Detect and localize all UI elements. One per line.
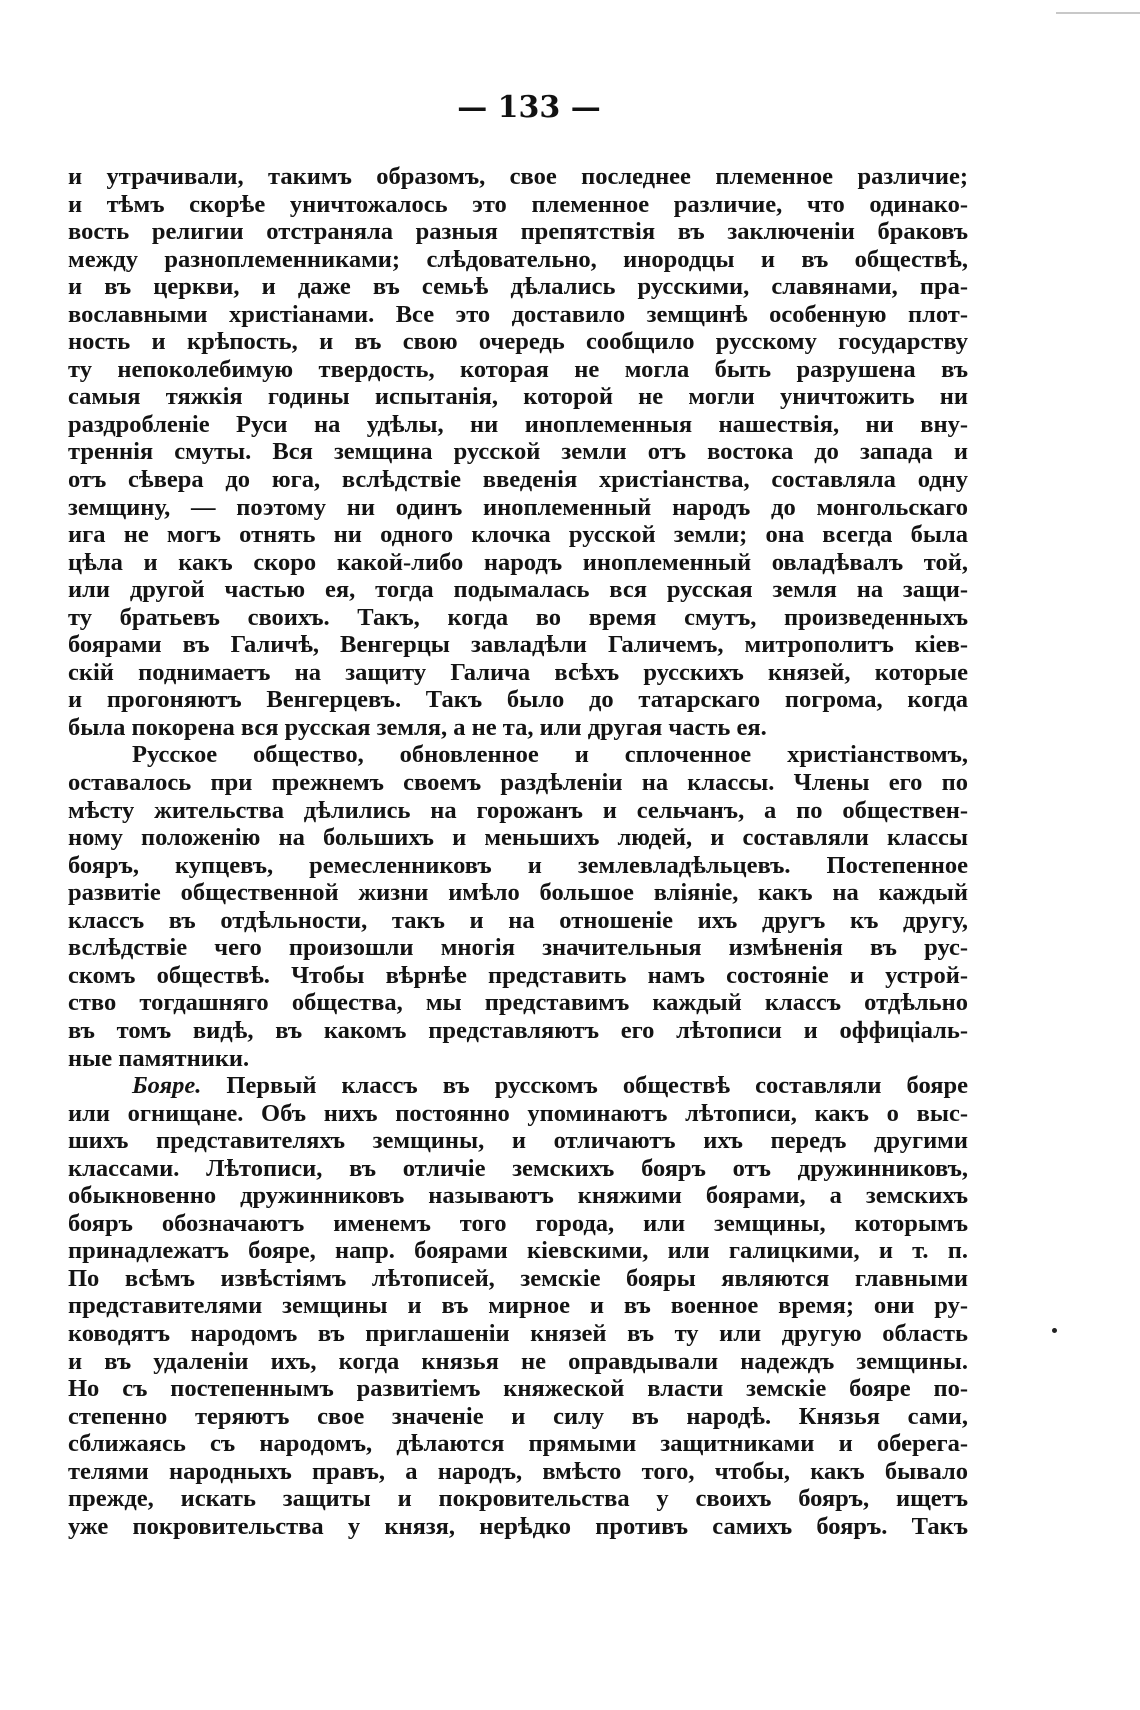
text-line: бояръ обозначаютъ именемъ того города, или земщины, которымъ [68,1209,968,1237]
text-line: ту братьевъ своихъ. Такъ, когда во время смутъ, произведенныхъ [68,603,968,631]
text-line: прежде, искать защиты и покровительства у своихъ бояръ, ищетъ [68,1485,968,1513]
text-line: мѣсту жительства дѣлились на горожанъ и сельчанъ, а по обществен- [68,796,968,824]
text-line: вость религии отстраняла разныя препятствія въ заключеніи браковъ [68,218,968,246]
text-line: между разноплеменниками; слѣдовательно, инородцы и въ обществѣ, [68,245,968,273]
body-text [68,163,968,1540]
text-line: была покорена вся русская земля, а не та, или другая часть ея. [68,713,767,741]
text-line: и прогоняютъ Венгерцевъ. Такъ было до татарскаго погрома, когда [68,686,968,714]
text-line: шихъ представителяхъ земщины, и отличаютъ ихъ передъ другими [68,1127,968,1155]
text-line: ные памятники. [68,1044,250,1072]
text-line: и въ церкви, и даже въ семьѣ дѣлались русскими, славянами, пра- [68,273,968,301]
text-line: Русское общество, обновленное и сплоченное христіанствомъ, [132,741,968,769]
text-line: классъ въ отдѣльности, такъ и на отношеніе ихъ другъ къ другу, [68,906,968,934]
text-line: земщину, — поэтому ни одинъ иноплеменный народъ до монгольскаго [68,493,968,521]
text-line: развитіе общественной жизни имѣло большое вліяніе, какъ на каждый [68,879,968,907]
text-line: ность и крѣпость, и въ свою очередь сообщило русскому государству [68,328,968,356]
paragraph-1 [68,163,968,741]
text-line: ство тогдашняго общества, мы представимъ каждый классъ отдѣльно [68,989,968,1017]
text-line: вославными христіанами. Все это доставило земщинѣ особенную плот- [68,300,968,328]
text-line: ту непоколебимую твердость, которая не могла быть разрушена въ [68,355,968,383]
text-line: обыкновенно дружинниковъ называютъ княжими боярами, а земскихъ [68,1182,968,1210]
text-line: и въ удаленіи ихъ, когда князья не оправдывали надеждъ земщины. [68,1347,968,1375]
page-number: — 133 — [457,90,601,125]
scan-edge-rule [1056,12,1140,14]
text-line: принадлежатъ бояре, напр. боярами кіевскими, или галицкими, и т. п. [68,1237,968,1265]
text-line: оставалось при прежнемъ своемъ раздѣленіи на классы. Члены его по [68,769,968,797]
text-line: раздробленіе Руси на удѣлы, ни иноплеменныя нашествія, ни вну- [68,410,968,438]
text-line: самыя тяжкія годины испытанія, которой не могли уничтожить ни [68,383,968,411]
text-line: Но съ постепеннымъ развитіемъ княжеской власти земскіе бояре по- [68,1375,968,1403]
text-line: въ томъ видѣ, въ какомъ представляютъ его лѣтописи и оффиціаль- [68,1016,968,1044]
text-line: сближаясь съ народомъ, дѣлаются прямыми защитниками и оберега- [68,1430,968,1458]
text-line: и тѣмъ скорѣе уничтожалось это племенное различие, что одинако- [68,190,968,218]
text-line: классами. Лѣтописи, въ отличіе земскихъ бояръ отъ дружинниковъ, [68,1154,968,1182]
paragraph-2 [68,741,968,1072]
text-line [68,1072,968,1100]
text-line-rest: Первый классъ въ русскомъ обществѣ составляли бояре [201,1072,968,1100]
scan-speck [1052,1328,1057,1333]
text-line: ига не могъ отнять ни одного клочка русской земли; она всегда была [68,521,968,549]
text-line: ководятъ народомъ въ приглашеніи князей въ ту или другую область [68,1319,968,1347]
paragraph-3 [68,1072,968,1540]
text-line: или огнищане. Объ нихъ постоянно упоминаютъ лѣтописи, какъ о выс- [68,1099,968,1127]
text-line: По всѣмъ извѣстіямъ лѣтописей, земскіе бояры являются главными [68,1264,968,1292]
text-line: боярами въ Галичѣ, Венгерцы завладѣли Галичемъ, митрополитъ кіев- [68,631,968,659]
text-line: или другой частью ея, тогда подымалась вся русская земля на защи- [68,576,968,604]
text-line: скій поднимаетъ на защиту Галича всѣхъ русскихъ князей, которые [68,658,968,686]
text-line: представителями земщины и въ мирное и въ военное время; они ру- [68,1292,968,1320]
text-line: цѣла и какъ скоро какой-либо народъ иноплеменный овладѣвалъ той, [68,548,968,576]
text-line: треннія смуты. Вся земщина русской земли отъ востока до запада и [68,438,968,466]
text-line: вслѣдствіе чего произошли многія значительныя измѣненія въ рус- [68,934,968,962]
text-line: и утрачивали, такимъ образомъ, свое последнее племенное различие; [68,163,968,190]
text-line: бояръ, купцевъ, ремесленниковъ и землевладѣльцевъ. Постепенное [68,851,968,879]
text-line: уже покровительства у князя, нерѣдко противъ самихъ бояръ. Такъ [68,1512,968,1540]
section-lead: Бояре. [132,1072,202,1100]
text-line: телями народныхъ правъ, а народъ, вмѣсто того, чтобы, какъ бывало [68,1457,968,1485]
text-line: ному положенію на большихъ и меньшихъ людей, и составляли классы [68,824,968,852]
text-line: степенно теряютъ свое значеніе и силу въ народѣ. Князья сами, [68,1402,968,1430]
text-line: скомъ обществѣ. Чтобы вѣрнѣе представить намъ состояніе и устрой- [68,961,968,989]
text-line: отъ сѣвера до юга, вслѣдствіе введенія христіанства, составляла одну [68,466,968,494]
